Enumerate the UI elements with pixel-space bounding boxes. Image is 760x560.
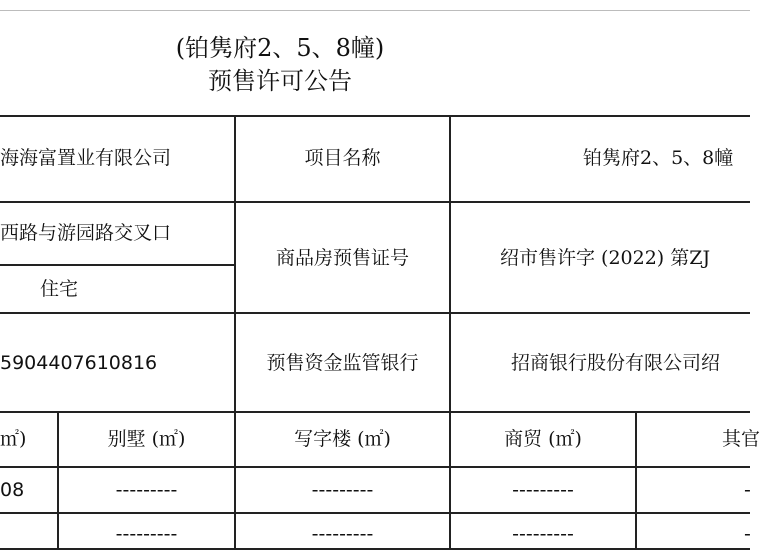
bank-label: 预售资金监管银行 <box>266 352 419 374</box>
area-row2-commercial: --------- <box>512 523 574 545</box>
license-value: 绍市售许字 (2022) 第ZJ <box>500 247 711 269</box>
area-row1-villa: --------- <box>115 479 178 501</box>
area-row2-other: - <box>744 523 751 545</box>
area-row1-commercial: --------- <box>512 479 574 501</box>
notice-title: 预售许可公告 <box>208 67 352 95</box>
area-header-villa: 别墅 (㎡) <box>107 428 186 450</box>
usage-value: 住宅 <box>40 278 79 300</box>
area-row2-villa: --------- <box>115 523 178 545</box>
developer-name: 海海富置业有限公司 <box>0 147 172 169</box>
area-header-residential: ㎡) <box>0 428 27 450</box>
area-header-other: 其官 <box>722 428 760 450</box>
area-row1-office: --------- <box>311 479 374 501</box>
project-location: 西路与游园路交叉口 <box>0 222 172 244</box>
area-header-commercial: 商贸 (㎡) <box>504 428 582 450</box>
area-row2-office: --------- <box>311 523 374 545</box>
account-number: 5904407610816 <box>0 352 158 374</box>
notice-title-project: (铂隽府2、5、8幢) <box>175 34 385 62</box>
license-label: 商品房预售证号 <box>275 247 409 269</box>
bank-value: 招商银行股份有限公司绍 <box>511 352 721 374</box>
area-row1-other: - <box>744 479 751 501</box>
top-divider <box>0 10 750 11</box>
project-name-label: 项目名称 <box>304 147 381 169</box>
area-row1-residential: 08 <box>0 479 25 501</box>
area-header-office: 写字楼 (㎡) <box>294 428 391 450</box>
project-name-value: 铂隽府2、5、8幢 <box>583 147 734 169</box>
